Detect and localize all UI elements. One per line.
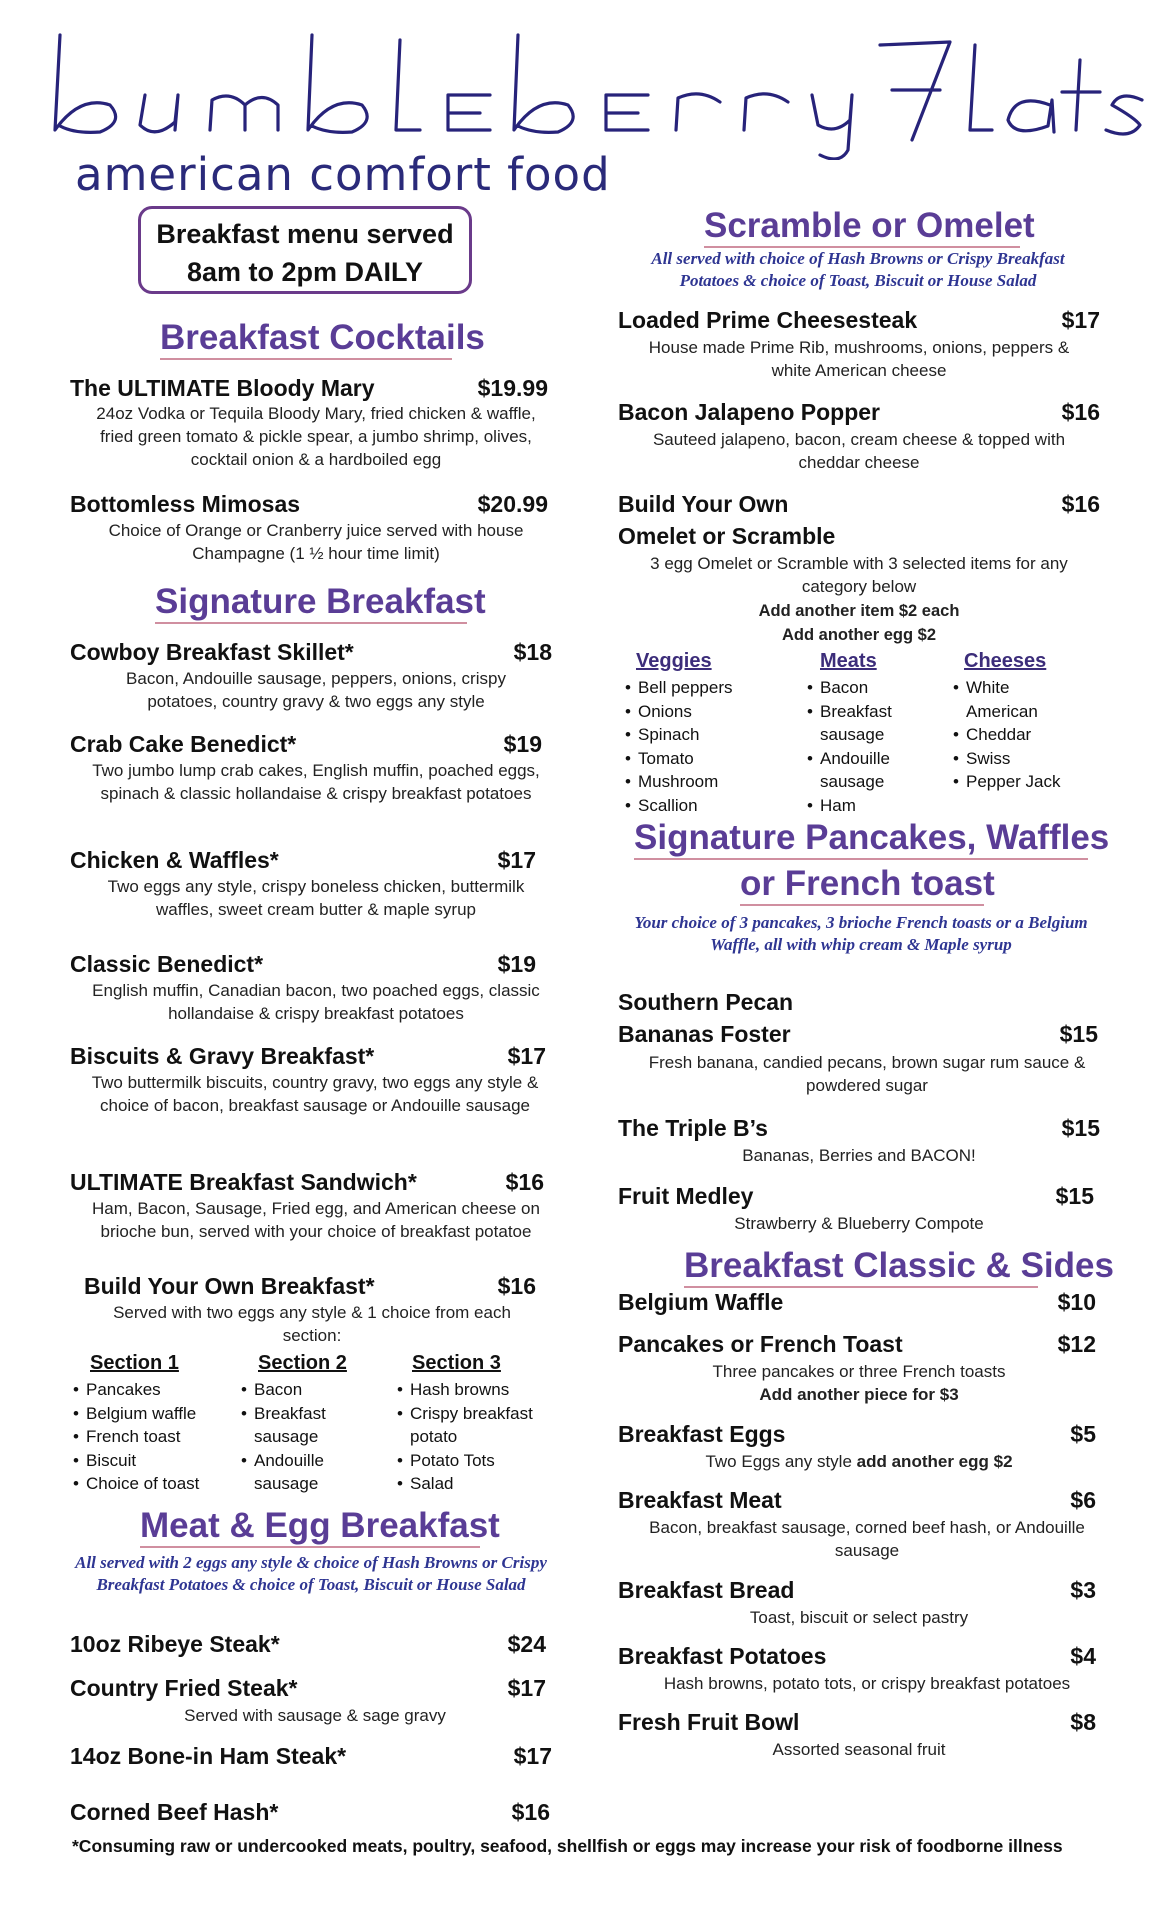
hours-line-2: 8am to 2pm DAILY <box>186 257 424 287</box>
section-title-pancakes: Signature Pancakes, Waffles <box>634 818 1088 860</box>
menu-item-price: $4 <box>1070 1643 1096 1669</box>
menu-item-desc: Two jumbo lump crab cakes, English muffin, poached eggs, spinach & classic hollandaise & crispy breakfast potatoes <box>92 761 540 803</box>
menu-item-name: Southern Pecan <box>618 989 794 1015</box>
list-item: • Biscuit <box>86 1449 246 1473</box>
menu-item-price: $15 <box>1059 1021 1098 1047</box>
menu-item-price: $16 <box>1061 399 1100 425</box>
menu-item-name: Breakfast Potatoes $4 <box>618 1643 1096 1669</box>
list-item: • Bacon <box>254 1378 354 1402</box>
footer-disclaimer: *Consuming raw or undercooked meats, poultry, seafood, shellfish or eggs may increase your risk of foodborne illness <box>72 1836 1063 1856</box>
menu-item-price: $19 <box>497 951 536 977</box>
menu-item-desc: Served with two eggs any style & 1 choice from each section: <box>113 1303 511 1345</box>
menu-item-desc: Served with sausage & sage gravy <box>184 1706 446 1725</box>
list-item: • Ham <box>820 794 914 818</box>
menu-item-name: Belgium Waffle $10 <box>618 1289 1096 1315</box>
list-item: • Belgium waffle <box>86 1402 246 1426</box>
menu-item-name: Build Your Own $16 <box>618 491 1100 517</box>
menu-item-price: $3 <box>1070 1577 1096 1603</box>
menu-item-desc: Two eggs any style, crispy boneless chicken, buttermilk waffles, sweet cream butter & maple syrup <box>107 877 525 919</box>
section-title-scramble: Scramble or Omelet <box>704 206 1020 248</box>
menu-item-price: $12 <box>1057 1331 1096 1357</box>
menu-item-desc: 3 egg Omelet or Scramble with 3 selected items for any category below <box>650 554 1068 596</box>
menu-item-name: Biscuits & Gravy Breakfast* $17 <box>70 1043 546 1069</box>
omelet-group-cheeses-list <box>952 676 1076 794</box>
list-item: • White American <box>966 676 1076 723</box>
menu-item-price: $16 <box>497 1273 536 1299</box>
hours-box <box>138 206 472 294</box>
menu-item-desc: Assorted seasonal fruit <box>772 1740 946 1759</box>
menu-item-price: $6 <box>1070 1487 1096 1513</box>
list-item: • Breakfast sausage <box>820 700 914 747</box>
menu-item-extra: Add another item $2 each <box>758 602 960 620</box>
build-section-2-title: Section 2 <box>258 1352 347 1374</box>
menu-item-price: $17 <box>507 1675 546 1701</box>
menu-item-name: Bacon Jalapeno Popper $16 <box>618 399 1100 425</box>
list-item: • Crispy breakfast potato <box>410 1402 570 1449</box>
menu-item-name: 10oz Ribeye Steak* $24 <box>70 1631 546 1657</box>
section-title-meat-egg: Meat & Egg Breakfast <box>140 1506 480 1548</box>
list-item: • French toast <box>86 1425 246 1449</box>
list-item: • Tomato <box>638 747 798 771</box>
menu-item-price: $8 <box>1070 1709 1096 1735</box>
build-section-1-title: Section 1 <box>90 1352 179 1374</box>
menu-item-name: Chicken & Waffles* $17 <box>70 847 536 873</box>
menu-item-desc: Bacon, breakfast sausage, corned beef hash, or Andouille sausage <box>649 1518 1085 1560</box>
menu-item-desc: Bacon, Andouille sausage, peppers, onions, crispy potatoes, country gravy & two eggs any style <box>126 669 506 711</box>
menu-item-extra: Add another piece for $3 <box>759 1385 959 1404</box>
hours-line-1: Breakfast menu served <box>156 219 454 249</box>
list-item: • Spinach <box>638 723 798 747</box>
section-title-pancakes-line-2: or French toast <box>740 864 984 906</box>
menu-item-name: Classic Benedict* $19 <box>70 951 536 977</box>
brand-tagline: american comfort food <box>75 148 611 201</box>
menu-item-price: $20.99 <box>477 491 548 517</box>
omelet-group-meats-title: Meats <box>820 650 877 672</box>
section-title-cocktails: Breakfast Cocktails <box>160 318 452 360</box>
list-item: • Bell peppers <box>638 676 798 700</box>
build-section-3-title: Section 3 <box>412 1352 501 1374</box>
section-note: Your choice of 3 pancakes, 3 brioche French toasts or a Belgium Waffle, all with whip cream & Maple syrup <box>634 913 1088 954</box>
list-item: • Scallion <box>638 794 798 818</box>
list-item: • Cheddar <box>966 723 1076 747</box>
menu-item-desc: 24oz Vodka or Tequila Bloody Mary, fried chicken & waffle, fried green tomato & pickle spear, a jumbo shrimp, olives, cocktail onion & a hardboiled egg <box>96 404 536 469</box>
menu-item-extra: add another egg $2 <box>856 1452 1013 1471</box>
menu-item-name: ULTIMATE Breakfast Sandwich* $16 <box>70 1169 544 1195</box>
menu-item-desc: Strawberry & Blueberry Compote <box>734 1214 984 1233</box>
build-section-3-list <box>396 1378 570 1496</box>
menu-item-name: The ULTIMATE Bloody Mary $19.99 <box>70 375 548 401</box>
menu-item-price: $16 <box>1061 491 1100 517</box>
build-section-1-list <box>72 1378 246 1496</box>
menu-item-desc: Hash browns, potato tots, or crispy breakfast potatoes <box>663 1674 1071 1693</box>
menu-item-price: $10 <box>1057 1289 1096 1315</box>
list-item: • Andouille sausage <box>820 747 914 794</box>
menu-item-price: $17 <box>507 1043 546 1069</box>
menu-item-price: $5 <box>1070 1421 1096 1447</box>
menu-item-name: Cowboy Breakfast Skillet* $18 <box>70 639 552 665</box>
section-note: All served with choice of Hash Browns or Crispy Breakfast Potatoes & choice of Toast, Biscuit or House Salad <box>651 249 1065 290</box>
menu-item-name: Loaded Prime Cheesesteak $17 <box>618 307 1100 333</box>
menu-item-name: Fruit Medley $15 <box>618 1183 1094 1209</box>
list-item: • Potato Tots <box>410 1449 570 1473</box>
menu-item-desc: Choice of Orange or Cranberry juice served with house Champagne (1 ½ hour time limit) <box>108 521 524 563</box>
list-item: • Pepper Jack <box>966 770 1076 794</box>
menu-item-desc: Two Eggs any style add another egg $2 <box>705 1452 1013 1471</box>
menu-item-price: $15 <box>1055 1183 1094 1209</box>
menu-item-name: Bottomless Mimosas $20.99 <box>70 491 548 517</box>
omelet-group-cheeses-title: Cheeses <box>964 650 1047 672</box>
list-item: • Swiss <box>966 747 1076 771</box>
menu-item-name-line-2: Omelet or Scramble <box>618 523 836 549</box>
menu-item-price: $19.99 <box>477 375 548 401</box>
menu-item-price: $17 <box>1061 307 1100 333</box>
menu-item-price: $17 <box>513 1743 552 1769</box>
list-item: • Choice of toast <box>86 1472 246 1496</box>
menu-item-desc: Ham, Bacon, Sausage, Fried egg, and American cheese on brioche bun, served with your choice of breakfast potatoe <box>92 1199 540 1241</box>
menu-item-desc: Toast, biscuit or select pastry <box>749 1608 969 1627</box>
omelet-group-veggies-title: Veggies <box>636 650 712 672</box>
list-item: • Andouille sausage <box>254 1449 354 1496</box>
menu-item-price: $18 <box>513 639 552 665</box>
list-item: • Breakfast sausage <box>254 1402 354 1449</box>
menu-item-name: Breakfast Meat $6 <box>618 1487 1096 1513</box>
list-item: • Bacon <box>820 676 914 700</box>
menu-item-extra: Add another egg $2 <box>781 626 937 644</box>
menu-item-price: $17 <box>497 847 536 873</box>
menu-item-name: Pancakes or French Toast $12 <box>618 1331 1096 1357</box>
menu-item-desc: Three pancakes or three French toasts <box>712 1362 1006 1381</box>
menu-item-price: $16 <box>511 1799 550 1825</box>
list-item: • Hash browns <box>410 1378 570 1402</box>
menu-item-name-line-2: Bananas Foster $15 <box>618 1021 1098 1047</box>
build-section-2-list <box>240 1378 354 1496</box>
omelet-group-meats-list <box>806 676 914 817</box>
menu-item-name: Corned Beef Hash* $16 <box>70 1799 550 1825</box>
menu-item-price: $24 <box>507 1631 546 1657</box>
menu-item-desc: House made Prime Rib, mushrooms, onions, peppers & white American cheese <box>648 338 1070 380</box>
menu-item-name: Breakfast Bread $3 <box>618 1577 1096 1603</box>
list-item: • Onions <box>638 700 798 724</box>
menu-item-desc: Fresh banana, candied pecans, brown sugar rum sauce & powdered sugar <box>648 1053 1086 1095</box>
list-item: • Pancakes <box>86 1378 246 1402</box>
brand-logo <box>40 30 1150 160</box>
menu-item-desc: English muffin, Canadian bacon, two poached eggs, classic hollandaise & crispy breakfast potatoes <box>92 981 540 1023</box>
menu-item-name: Build Your Own Breakfast* $16 <box>84 1273 536 1299</box>
list-item: • Mushroom <box>638 770 798 794</box>
menu-item-price: $19 <box>503 731 542 757</box>
omelet-group-veggies-list <box>624 676 798 817</box>
menu-item-name: Breakfast Eggs $5 <box>618 1421 1096 1447</box>
section-title-classics: Breakfast Classic & Sides <box>684 1246 1038 1288</box>
menu-item-price: $15 <box>1061 1115 1100 1141</box>
menu-item-name: Fresh Fruit Bowl $8 <box>618 1709 1096 1735</box>
section-note: All served with 2 eggs any style & choice of Hash Browns or Crispy Breakfast Potatoes & choice of Toast, Biscuit or House Salad <box>75 1553 547 1594</box>
menu-item-name: Crab Cake Benedict* $19 <box>70 731 542 757</box>
list-item: • Salad <box>410 1472 570 1496</box>
menu-item-desc: Bananas, Berries and BACON! <box>742 1146 976 1165</box>
menu-item-name: 14oz Bone-in Ham Steak* $17 <box>70 1743 552 1769</box>
menu-item-name: The Triple B’s $15 <box>618 1115 1100 1141</box>
menu-item-price: $16 <box>505 1169 544 1195</box>
section-title-signature: Signature Breakfast <box>155 582 467 624</box>
menu-item-name: Country Fried Steak* $17 <box>70 1675 546 1701</box>
menu-item-desc: Sauteed jalapeno, bacon, cream cheese & topped with cheddar cheese <box>652 430 1066 472</box>
menu-item-desc: Two buttermilk biscuits, country gravy, two eggs any style & choice of bacon, breakfast sausage or Andouille sausage <box>91 1073 539 1115</box>
